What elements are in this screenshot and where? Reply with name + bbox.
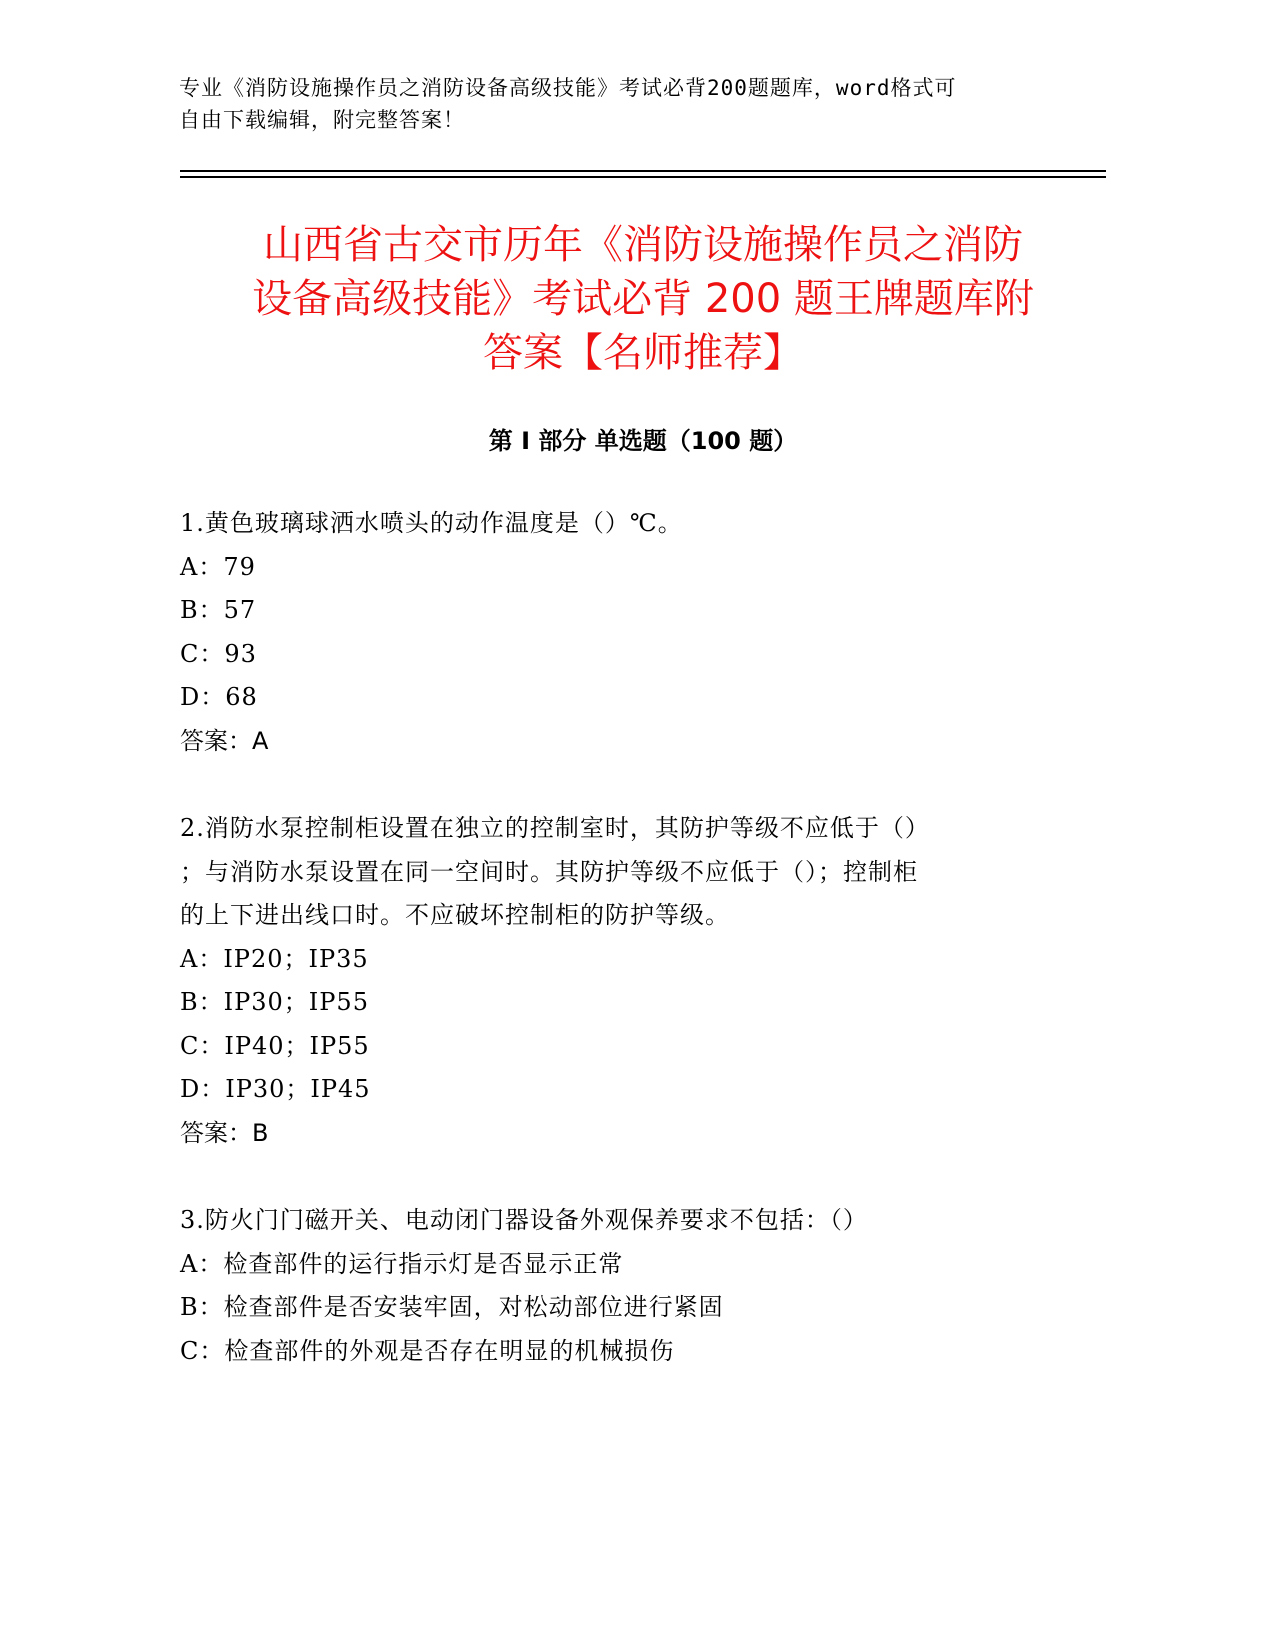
question-1: [180, 502, 1040, 763]
header-rule-top: [180, 170, 1106, 172]
option-c: C：检查部件的外观是否存在明显的机械损伤: [180, 1336, 675, 1365]
title-line: 答案【名师推荐】: [483, 330, 803, 376]
title-line: 山西省古交市历年《消防设施操作员之消防: [263, 222, 1023, 268]
intro-line: 自由下载编辑，附完整答案！: [179, 108, 465, 132]
option-a: A：检查部件的运行指示灯是否显示正常: [180, 1249, 624, 1278]
option-d: D：68: [180, 683, 258, 711]
question-2: [180, 807, 1040, 1155]
option-d: D：IP30；IP45: [180, 1075, 371, 1103]
option-c: C：93: [180, 639, 257, 668]
document-title: [180, 218, 1106, 380]
option-c: C：IP40；IP55: [180, 1031, 370, 1060]
option-a: A：IP20；IP35: [180, 944, 369, 973]
option-b: B：IP30；IP55: [180, 988, 369, 1016]
option-b: B：检查部件是否安装牢固，对松动部位进行紧固: [180, 1293, 724, 1321]
question-stem: 2.消防水泵控制柜设置在独立的控制室时，其防护等级不应低于（）: [180, 814, 930, 842]
question-stem: ；与消防水泵设置在同一空间时。其防护等级不应低于（）；控制柜: [180, 857, 918, 886]
answer: 答案：B: [180, 1118, 269, 1147]
intro-text: [179, 72, 1109, 136]
section-heading: 第 I 部分 单选题（100 题）: [488, 427, 798, 455]
title-line: 设备高级技能》考试必背 200 题王牌题库附: [252, 276, 1034, 322]
header-rule-bottom: [180, 176, 1106, 178]
question-3: [180, 1199, 1040, 1373]
question-stem: 的上下进出线口时。不应破坏控制柜的防护等级。: [180, 901, 730, 929]
option-a: A：79: [180, 552, 256, 581]
answer: 答案：A: [180, 726, 269, 755]
question-stem: 3.防火门门磁开关、电动闭门器设备外观保养要求不包括：（）: [180, 1206, 868, 1234]
option-b: B：57: [180, 596, 257, 624]
intro-line: 专业《消防设施操作员之消防设备高级技能》考试必背200题题库，word格式可: [179, 76, 957, 100]
question-stem: 1.黄色玻璃球洒水喷头的动作温度是（）℃。: [180, 509, 683, 537]
